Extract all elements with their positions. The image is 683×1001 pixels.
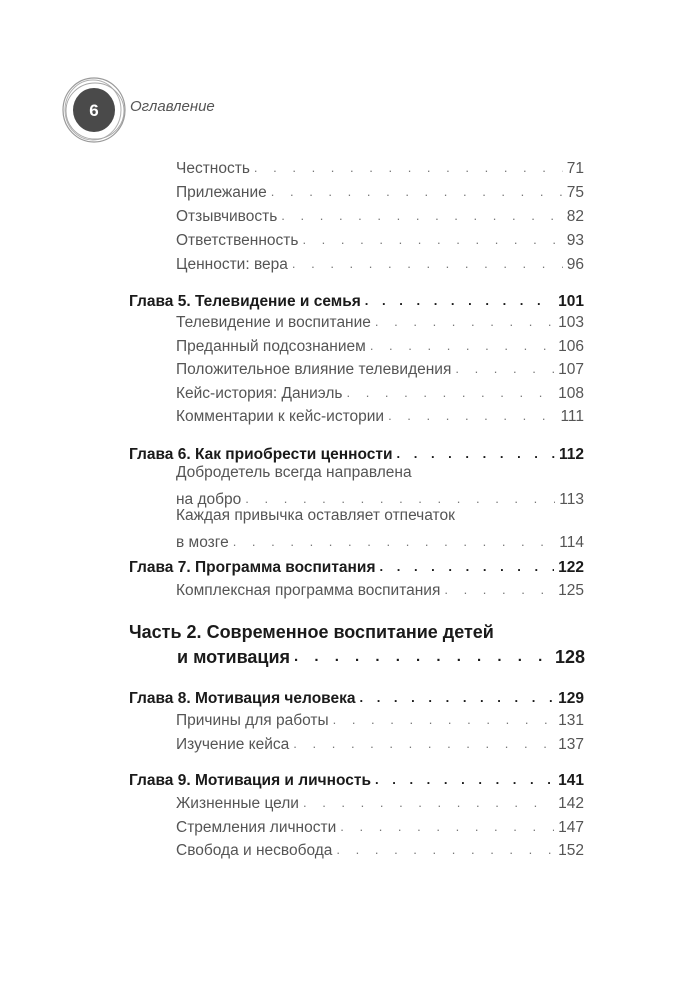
toc-chapter — [129, 684, 584, 708]
toc-entry — [176, 250, 584, 274]
leader-dots — [455, 361, 554, 376]
toc-entry — [176, 355, 584, 379]
leader-dots — [365, 293, 554, 308]
toc-entry-title: Добродетель всегда направлена — [176, 464, 412, 481]
leader-dots — [303, 795, 554, 810]
toc-entry-page: 131 — [558, 712, 584, 729]
toc-entry — [176, 576, 584, 600]
toc-chapter-page: 101 — [558, 293, 584, 310]
leader-dots — [292, 256, 563, 271]
toc-entry-title: Ценности: вера — [176, 256, 288, 273]
toc-entry-page: 113 — [559, 491, 584, 508]
toc-entry-page: 152 — [558, 842, 584, 859]
leader-dots — [375, 314, 554, 329]
toc-entry-title: Прилежание — [176, 184, 267, 201]
toc-part — [177, 640, 585, 668]
toc-chapter-title: Глава 6. Как приобрести ценности — [129, 446, 393, 463]
toc-entry — [176, 178, 584, 202]
page-number: 6 — [89, 101, 99, 120]
toc-entry-title: Изучение кейса — [176, 736, 290, 753]
toc-entry-title: Преданный подсознанием — [176, 338, 366, 355]
toc-entry-title: Причины для работы — [176, 712, 329, 729]
toc-chapter-page: 129 — [558, 690, 584, 707]
toc-entry — [176, 332, 584, 356]
toc-chapter-title: Глава 5. Телевидение и семья — [129, 293, 361, 310]
toc-entry-page: 111 — [560, 408, 584, 425]
toc-entry-title: Честность — [176, 160, 250, 177]
toc-entry-page: 106 — [558, 338, 584, 355]
toc-entry — [176, 504, 584, 552]
leader-dots — [271, 184, 563, 199]
toc-entry — [176, 379, 584, 403]
toc-entry-title: Свобода и несвобода — [176, 842, 333, 859]
leader-dots — [254, 160, 563, 175]
toc-entry-title: Кейс-история: Даниэль — [176, 385, 343, 402]
toc-entry — [176, 202, 584, 226]
toc-entry-title: Комплексная программа воспитания — [176, 582, 441, 599]
toc-entry — [176, 308, 584, 332]
toc-entry-title: Положительное влияние телевидения — [176, 361, 452, 378]
toc-entry-title: Каждая привычка оставляет отпечаток — [176, 507, 455, 524]
toc-chapter-page: 122 — [558, 559, 584, 576]
leader-dots — [281, 208, 562, 223]
toc-entry — [176, 789, 584, 813]
toc-entry-page: 142 — [558, 795, 584, 812]
toc-entry-page: 125 — [558, 582, 584, 599]
toc-entry-page: 107 — [558, 361, 584, 378]
toc-entry-title: Жизненные цели — [176, 795, 299, 812]
leader-dots — [333, 712, 555, 727]
toc-entry-page: 147 — [558, 819, 584, 836]
leader-dots — [294, 648, 551, 665]
toc-entry — [176, 461, 584, 509]
toc-entry — [176, 402, 584, 426]
leader-dots — [336, 842, 554, 857]
toc-chapter-page: 112 — [558, 446, 584, 463]
leader-dots — [388, 408, 556, 423]
toc-chapter-title: Глава 9. Мотивация и личность — [129, 772, 372, 789]
toc-entry-continuation — [176, 528, 584, 552]
toc-entry-title-cont: в мозге — [176, 534, 229, 551]
leader-dots — [380, 559, 555, 574]
toc-entry — [176, 730, 584, 754]
toc-entry-page: 114 — [559, 534, 584, 551]
leader-dots — [233, 534, 556, 549]
toc-entry-title: Ответственность — [176, 232, 299, 249]
toc-entry-title: Комментарии к кейс-истории — [176, 408, 385, 425]
leader-dots — [375, 772, 554, 787]
toc-entry-page: 108 — [558, 385, 584, 402]
toc-entry-page: 82 — [566, 208, 584, 225]
toc-entry-title: Телевидение и воспитание — [176, 314, 371, 331]
leader-dots — [444, 582, 554, 597]
toc-entry-page: 103 — [558, 314, 584, 331]
toc-entry-title: Отзывчивость — [176, 208, 278, 225]
toc-entry-page: 96 — [566, 256, 584, 273]
toc-entry-page: 137 — [558, 736, 584, 753]
toc-entry — [176, 706, 584, 730]
toc-entry-page: 75 — [566, 184, 584, 201]
leader-dots — [340, 819, 554, 834]
toc-entry-title: Стремления личности — [176, 819, 337, 836]
toc-entry-page: 71 — [566, 160, 584, 177]
toc-part-title: Часть 2. Современное воспитание детей — [129, 622, 494, 642]
toc-chapter-page: 141 — [558, 772, 584, 789]
toc-chapter — [129, 766, 584, 790]
toc-entry — [176, 813, 584, 837]
leader-dots — [346, 385, 554, 400]
toc-entry — [176, 836, 584, 860]
leader-dots — [397, 446, 555, 461]
toc-part-title-cont: и мотивация — [177, 647, 291, 667]
toc-chapter-title: Глава 7. Программа воспитания — [129, 559, 376, 576]
toc-chapter — [129, 553, 584, 577]
toc-entry — [176, 226, 584, 250]
leader-dots — [359, 690, 554, 705]
toc-entry-page: 93 — [566, 232, 584, 249]
toc-part-page: 128 — [554, 647, 585, 667]
leader-dots — [370, 338, 554, 353]
toc-entry — [176, 154, 584, 178]
toc-entry-title-cont: на добро — [176, 491, 242, 508]
leader-dots — [293, 736, 554, 751]
section-title: Оглавление — [130, 98, 215, 115]
leader-dots — [302, 232, 562, 247]
toc-chapter-title: Глава 8. Мотивация человека — [129, 690, 356, 707]
